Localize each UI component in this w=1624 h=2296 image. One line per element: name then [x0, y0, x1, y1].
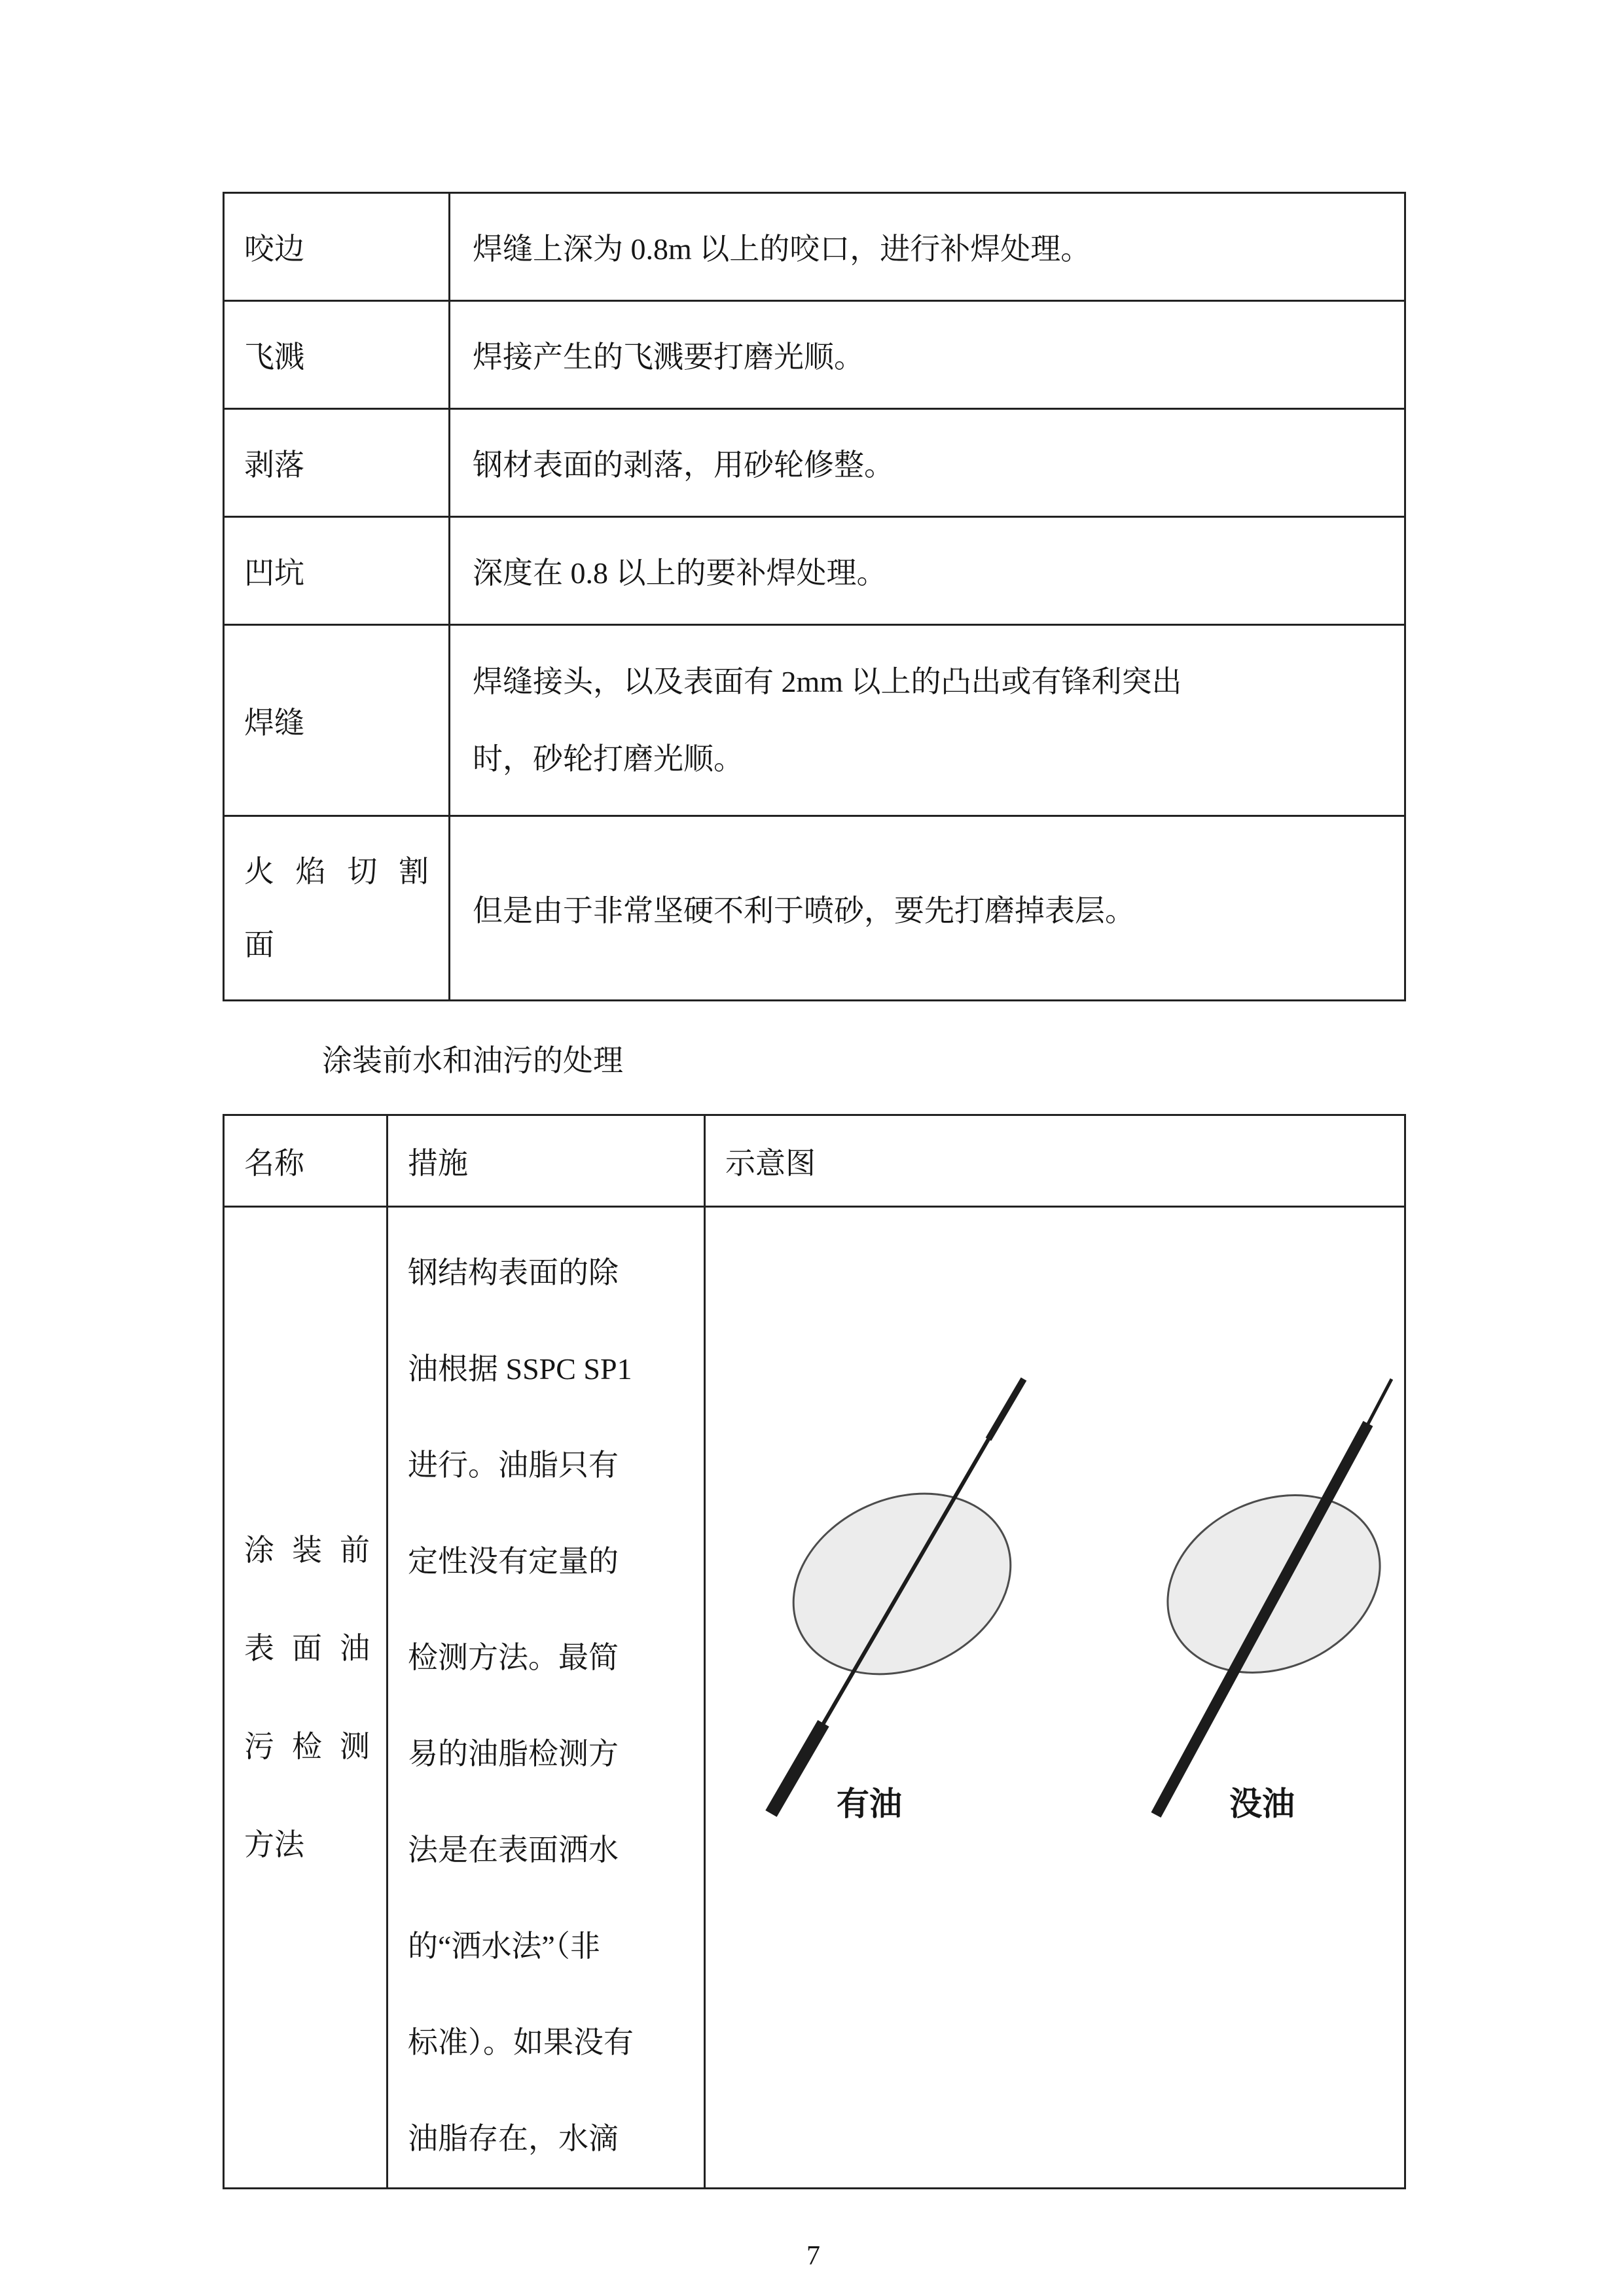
- droplet-ellipse: [765, 1460, 1039, 1707]
- measure-line: 钢结构表面的除: [408, 1256, 619, 1289]
- col-header-diagram: 示意图: [705, 1115, 1405, 1207]
- measure-line: 的“洒水法”（非: [408, 1929, 600, 1963]
- left-figure-label: 有油: [837, 1785, 902, 1822]
- defect-term: 凹坑: [224, 517, 450, 625]
- name-line: 表面油: [244, 1631, 370, 1665]
- page-number: 7: [806, 2241, 820, 2271]
- diagram-cell: [705, 1207, 1405, 2189]
- defect-desc: 焊接产生的飞溅要打磨光顺。: [450, 301, 1405, 409]
- table-row: [224, 193, 1405, 301]
- table-header-row: [224, 1115, 1405, 1207]
- term-line: 火焰切割: [244, 854, 429, 888]
- table-row: [224, 409, 1405, 517]
- table-row: [224, 1207, 1405, 2189]
- col-header-name: 名称: [224, 1115, 388, 1207]
- defect-term: 飞溅: [224, 301, 450, 409]
- measure-line: 检测方法。最简: [408, 1641, 619, 1674]
- defect-term: 剥落: [224, 409, 450, 517]
- droplet-ellipse: [1139, 1463, 1402, 1706]
- section-heading: 涂装前水和油污的处理: [322, 1044, 623, 1077]
- name-line: 污检测: [244, 1729, 370, 1763]
- measure-line: 油根据 SSPC SP1: [408, 1352, 632, 1386]
- needle-top-segment: [988, 1379, 1024, 1439]
- needle-thin-tip: [1365, 1379, 1392, 1429]
- table-row: [224, 625, 1405, 816]
- defect-term: 咬边: [224, 193, 450, 301]
- oil-absent-figure: [1139, 1379, 1402, 1822]
- method-name-cell: [224, 1207, 388, 2189]
- measure-line: 定性没有定量的: [408, 1545, 619, 1578]
- defect-term: [224, 816, 450, 1001]
- measure-cell: [388, 1207, 705, 2189]
- defect-desc: 深度在 0.8 以上的要补焊处理。: [450, 517, 1405, 625]
- name-line: 涂装前: [244, 1533, 370, 1567]
- desc-line: 时，砂轮打磨光顺。: [473, 742, 744, 776]
- defect-term: 焊缝: [224, 625, 450, 816]
- treatment-table: [223, 1114, 1406, 2189]
- table-row: [224, 301, 1405, 409]
- measure-line: 进行。油脂只有: [408, 1448, 619, 1482]
- measure-line: 油脂存在，水滴: [408, 2122, 619, 2155]
- table-row: [224, 517, 1405, 625]
- col-header-measure: 措施: [388, 1115, 705, 1207]
- measure-line: 标准）。如果没有: [408, 2026, 634, 2059]
- defect-desc: 但是由于非常坚硬不利于喷砂，要先打磨掉表层。: [450, 816, 1405, 1001]
- defect-desc: [450, 625, 1405, 816]
- term-line: 面: [244, 927, 274, 961]
- oil-present-figure: [765, 1379, 1039, 1822]
- measure-line: 法是在表面洒水: [408, 1833, 619, 1867]
- defect-desc: 焊缝上深为 0.8m 以上的咬口，进行补焊处理。: [450, 193, 1405, 301]
- defect-desc: 钢材表面的剥落，用砂轮修整。: [450, 409, 1405, 517]
- needle-thick-end: [771, 1723, 823, 1814]
- defect-table: [223, 192, 1406, 1001]
- measure-line: 易的油脂检测方: [408, 1737, 619, 1770]
- table-row: [224, 816, 1405, 1001]
- oil-test-diagram: [706, 1208, 1402, 2185]
- name-line: 方法: [244, 1827, 304, 1861]
- right-figure-label: 没油: [1229, 1785, 1295, 1822]
- desc-line: 焊缝接头，以及表面有 2mm 以上的凸出或有锋利突出: [473, 664, 1182, 698]
